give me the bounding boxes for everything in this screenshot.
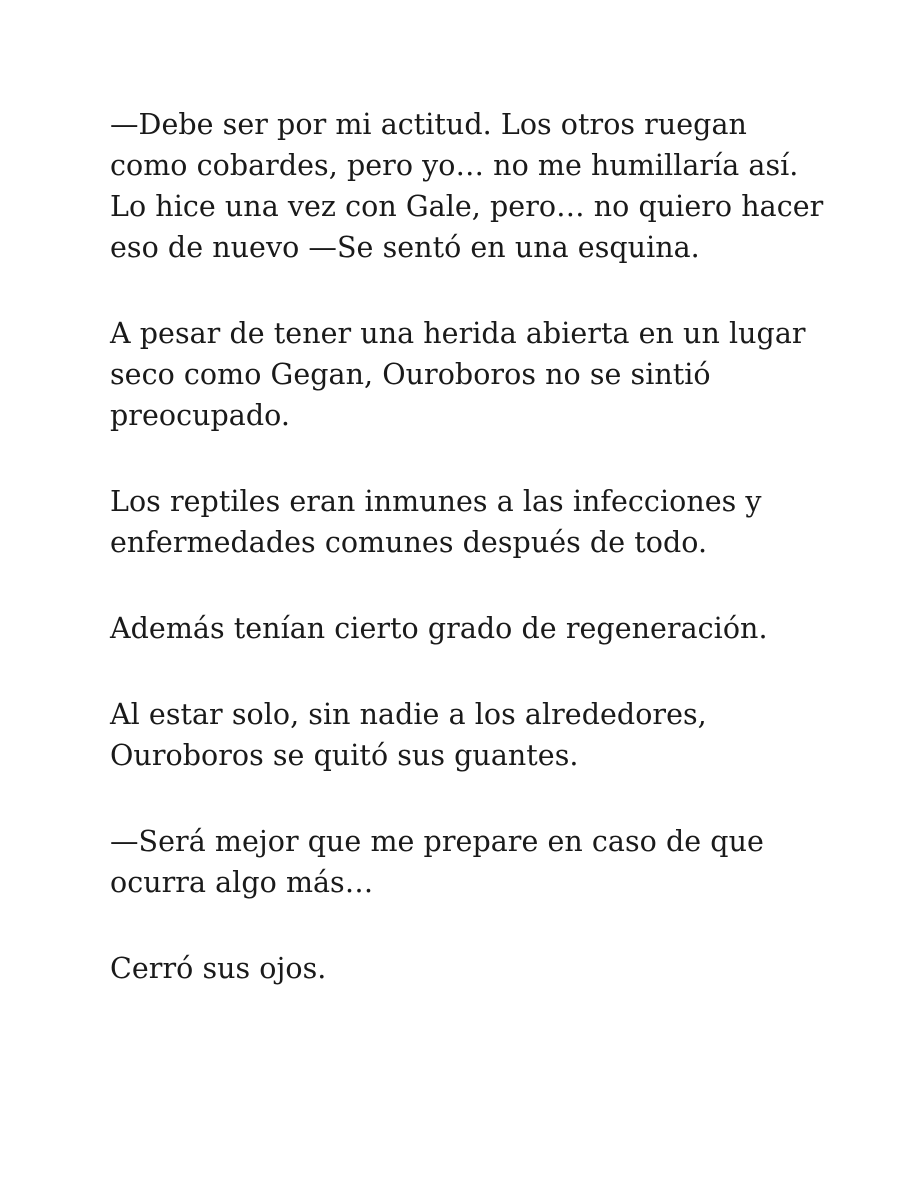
text-line: enfermedades comunes después de todo.	[110, 526, 708, 559]
text-line: Los reptiles eran inmunes a las infecciones y	[110, 485, 762, 518]
text-line: —Debe ser por mi actitud. Los otros ruegan	[110, 108, 747, 141]
text-line: seco como Gegan, Ouroboros no se sintió	[110, 358, 711, 391]
text-line: A pesar de tener una herida abierta en un lugar	[110, 317, 806, 350]
paragraph-4	[110, 608, 840, 649]
text-line: Lo hice una vez con Gale, pero… no quiero hacer	[110, 190, 824, 223]
text-line: eso de nuevo —Se sentó en una esquina.	[110, 231, 700, 264]
paragraph-5	[110, 694, 840, 776]
text-line: —Será mejor que me prepare en caso de que	[110, 825, 764, 858]
paragraph-1	[110, 104, 840, 268]
text-line: Al estar solo, sin nadie a los alrededores,	[110, 698, 707, 731]
text-line: ocurra algo más…	[110, 866, 374, 899]
text-line: Cerró sus ojos.	[110, 952, 327, 985]
text-line: como cobardes, pero yo… no me humillaría así.	[110, 149, 799, 182]
paragraph-7	[110, 948, 840, 989]
paragraph-2	[110, 313, 840, 436]
text-line: Además tenían cierto grado de regeneración.	[110, 612, 768, 645]
paragraph-3	[110, 481, 840, 563]
paragraph-6	[110, 821, 840, 903]
text-line: preocupado.	[110, 399, 290, 432]
text-line: Ouroboros se quitó sus guantes.	[110, 739, 579, 772]
